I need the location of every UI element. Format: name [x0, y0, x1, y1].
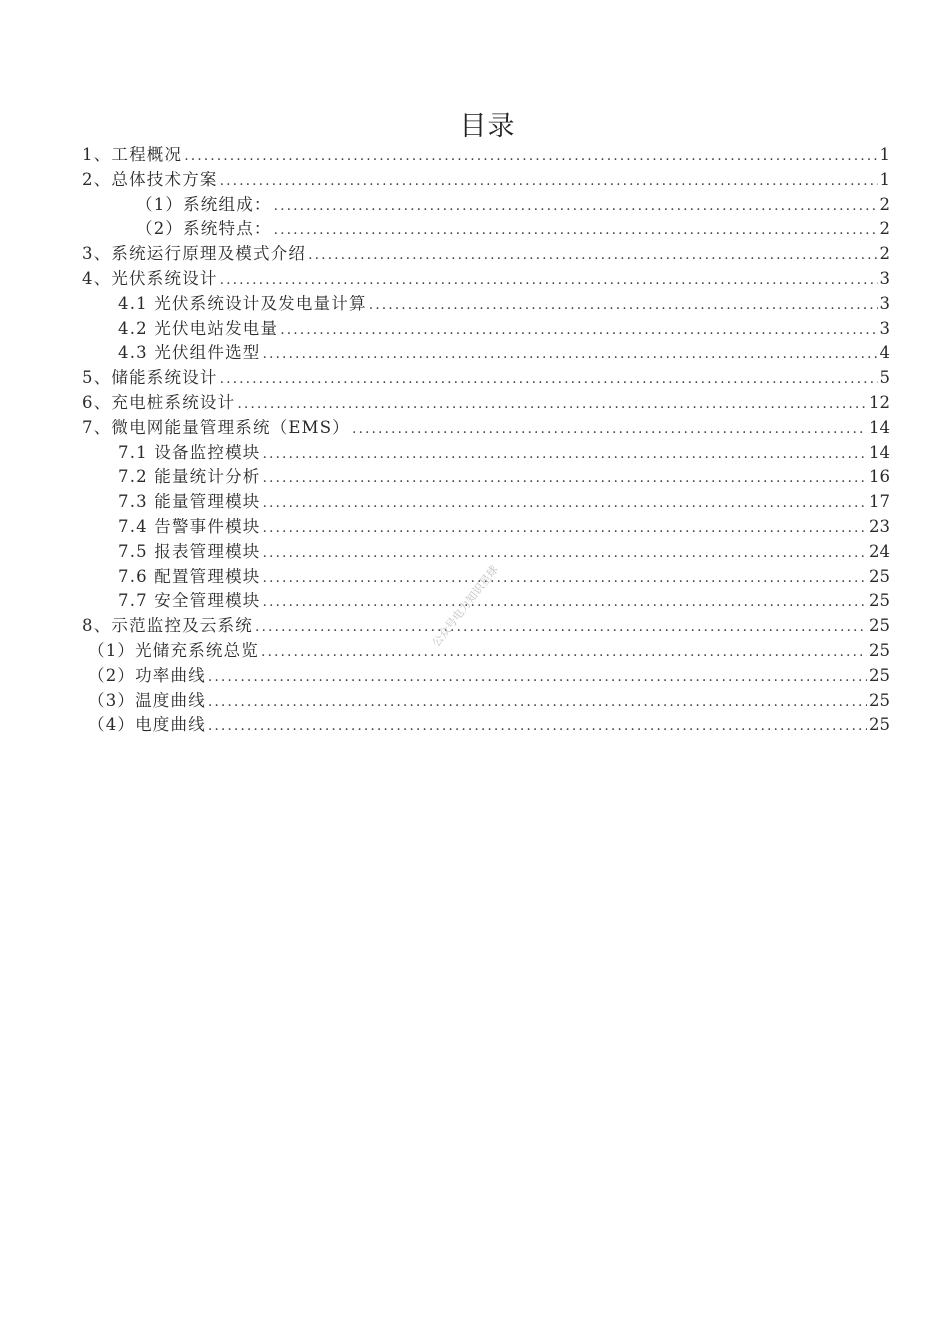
toc-entry-page: 1	[879, 169, 890, 189]
toc-entry[interactable]	[82, 292, 890, 317]
toc-entry-label: 7.7 安全管理模块	[118, 591, 261, 611]
toc-entry[interactable]	[82, 689, 890, 714]
toc-leader-dots	[237, 392, 867, 417]
toc-entry-page: 23	[869, 516, 890, 536]
toc-entry-page: 14	[869, 442, 890, 462]
toc-leader-dots	[263, 442, 868, 467]
toc-entry-label: 3、系统运行原理及模式介绍	[82, 244, 307, 264]
toc-entry-label: 7.2 能量统计分析	[118, 467, 261, 487]
toc-leader-dots	[261, 640, 867, 665]
toc-entry-label: 8、示范监控及云系统	[82, 616, 253, 636]
toc-leader-dots	[263, 590, 868, 615]
toc-leader-dots	[208, 714, 867, 739]
toc-leader-dots	[263, 541, 868, 566]
toc-entry-page: 3	[879, 293, 890, 313]
toc-entry-label: 6、充电桩系统设计	[82, 392, 236, 412]
toc-entry[interactable]	[82, 465, 890, 490]
toc-leader-dots	[369, 293, 878, 318]
toc-entry-label: （1）系统组成：	[136, 194, 272, 214]
table-of-contents	[82, 143, 890, 738]
toc-entry[interactable]	[82, 490, 890, 515]
toc-entry-page: 25	[869, 616, 890, 636]
toc-leader-dots	[274, 194, 878, 219]
toc-entry-page: 4	[879, 343, 890, 363]
toc-entry[interactable]	[82, 441, 890, 466]
toc-leader-dots	[220, 169, 878, 194]
toc-entry[interactable]	[82, 267, 890, 292]
toc-entry-page: 25	[869, 715, 890, 735]
toc-entry[interactable]	[82, 540, 890, 565]
toc-leader-dots	[255, 615, 867, 640]
toc-entry-page: 3	[879, 318, 890, 338]
toc-entry-page: 12	[869, 392, 890, 412]
toc-entry-page: 1	[879, 145, 890, 164]
toc-entry-page: 24	[869, 541, 890, 561]
toc-entry-label: 2、总体技术方案	[82, 169, 218, 189]
toc-entry-page: 25	[869, 566, 890, 586]
toc-entry-label: 7.6 配置管理模块	[118, 566, 261, 586]
toc-leader-dots	[263, 566, 868, 591]
toc-entry[interactable]	[82, 193, 890, 218]
toc-entry-page: 16	[869, 467, 890, 487]
toc-entry-page: 5	[879, 368, 890, 388]
toc-entry-page: 2	[879, 244, 890, 264]
toc-leader-dots	[208, 665, 867, 690]
toc-entry-page: 25	[869, 591, 890, 611]
toc-entry[interactable]	[82, 416, 890, 441]
toc-entry-label: 5、储能系统设计	[82, 368, 218, 388]
toc-leader-dots	[220, 367, 878, 392]
toc-leader-dots	[263, 342, 878, 367]
toc-leader-dots	[263, 466, 868, 491]
toc-entry[interactable]	[82, 391, 890, 416]
toc-leader-dots	[280, 318, 877, 343]
toc-entry-label: 4.3 光伏组件选型	[118, 343, 261, 363]
toc-leader-dots	[352, 417, 867, 442]
toc-entry-page: 17	[869, 492, 890, 512]
toc-entry-page: 2	[879, 219, 890, 239]
toc-entry[interactable]	[82, 366, 890, 391]
toc-entry-label: 7、微电网能量管理系统（EMS）	[82, 417, 350, 437]
toc-entry-label: 7.3 能量管理模块	[118, 492, 261, 512]
toc-entry[interactable]	[82, 515, 890, 540]
toc-entry-page: 2	[879, 194, 890, 214]
toc-title: 目录	[459, 111, 516, 142]
toc-entry[interactable]	[82, 341, 890, 366]
toc-leader-dots	[263, 491, 868, 516]
toc-entry[interactable]	[82, 639, 890, 664]
toc-entry[interactable]	[82, 664, 890, 689]
toc-entry-label: 7.4 告警事件模块	[118, 516, 261, 536]
toc-entry[interactable]	[82, 614, 890, 639]
toc-entry-label: （2）功率曲线	[88, 665, 206, 685]
toc-entry-label: 4、光伏系统设计	[82, 268, 218, 288]
watermark-text: 公众号电力知识星球	[429, 563, 501, 650]
toc-entry[interactable]	[82, 317, 890, 342]
toc-entry-label: （1）光储充系统总览	[88, 640, 259, 660]
toc-entry-label: 7.5 报表管理模块	[118, 541, 261, 561]
toc-entry[interactable]	[82, 242, 890, 267]
toc-entry[interactable]	[82, 713, 890, 738]
toc-entry[interactable]	[82, 217, 890, 242]
toc-entry[interactable]	[82, 168, 890, 193]
toc-entry-page: 25	[869, 690, 890, 710]
toc-entry-label: 1、工程概况	[82, 145, 183, 164]
toc-entry[interactable]	[82, 589, 890, 614]
toc-entry-label: 4.1 光伏系统设计及发电量计算	[118, 293, 367, 313]
toc-leader-dots	[308, 243, 877, 268]
toc-leader-dots	[208, 690, 867, 715]
toc-entry-label: （3）温度曲线	[88, 690, 206, 710]
toc-entry-page: 3	[879, 268, 890, 288]
toc-entry-label: 4.2 光伏电站发电量	[118, 318, 279, 338]
toc-leader-dots	[184, 144, 877, 169]
toc-entry-page: 25	[869, 665, 890, 685]
toc-leader-dots	[274, 218, 878, 243]
toc-entry-label: 7.1 设备监控模块	[118, 442, 261, 462]
toc-entry[interactable]	[82, 143, 890, 168]
toc-leader-dots	[220, 268, 878, 293]
toc-entry-page: 25	[869, 640, 890, 660]
toc-leader-dots	[263, 516, 868, 541]
toc-entry-label: （2）系统特点：	[136, 219, 272, 239]
toc-entry-page: 14	[869, 417, 890, 437]
toc-entry-label: （4）电度曲线	[88, 715, 206, 735]
